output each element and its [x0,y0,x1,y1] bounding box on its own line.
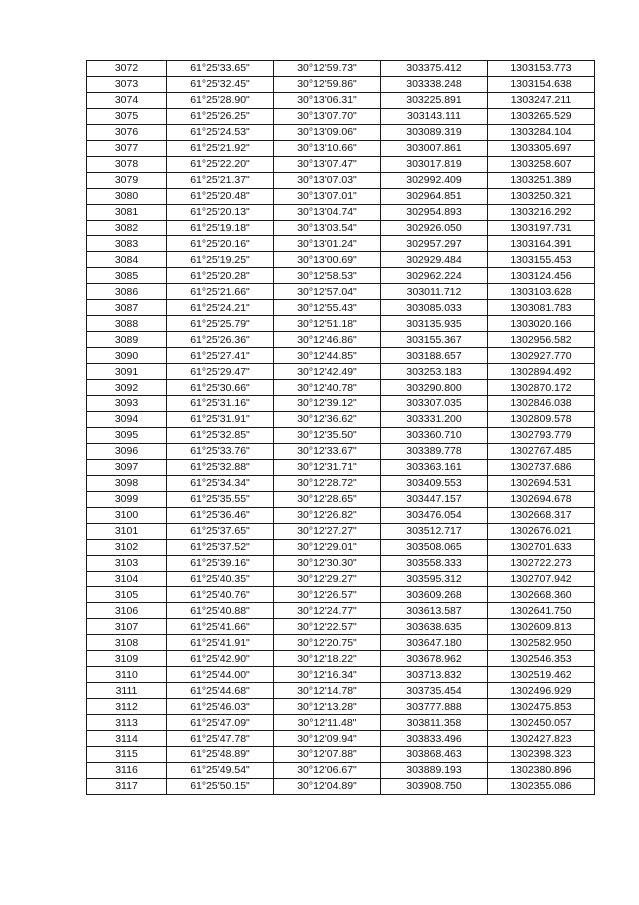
longitude-cell: 30°12'35.50" [274,427,381,443]
latitude-cell: 61°25'49.54" [167,762,274,778]
latitude-cell: 61°25'31.91" [167,411,274,427]
longitude-cell: 30°13'07.01" [274,188,381,204]
point-number-cell: 3110 [87,667,167,683]
x-coordinate-cell: 303338.248 [381,76,488,92]
x-coordinate-cell: 302929.484 [381,252,488,268]
longitude-cell: 30°13'00.69" [274,252,381,268]
point-number-cell: 3117 [87,778,167,794]
table-row [87,364,595,380]
point-number-cell: 3090 [87,348,167,364]
latitude-cell: 61°25'27.41" [167,348,274,364]
x-coordinate-cell: 303188.657 [381,348,488,364]
latitude-cell: 61°25'22.20" [167,156,274,172]
latitude-cell: 61°25'31.16" [167,396,274,412]
x-coordinate-cell: 303085.033 [381,300,488,316]
x-coordinate-cell: 303135.935 [381,316,488,332]
x-coordinate-cell: 302962.224 [381,268,488,284]
longitude-cell: 30°12'31.71" [274,459,381,475]
table-row [87,762,595,778]
table-row [87,268,595,284]
table-row [87,731,595,747]
y-coordinate-cell: 1302956.582 [488,332,595,348]
latitude-cell: 61°25'33.76" [167,443,274,459]
point-number-cell: 3091 [87,364,167,380]
point-number-cell: 3080 [87,188,167,204]
x-coordinate-cell: 303307.035 [381,396,488,412]
latitude-cell: 61°25'20.16" [167,236,274,252]
latitude-cell: 61°25'40.76" [167,587,274,603]
table-row [87,348,595,364]
latitude-cell: 61°25'32.85" [167,427,274,443]
point-number-cell: 3096 [87,443,167,459]
longitude-cell: 30°13'03.54" [274,220,381,236]
y-coordinate-cell: 1302767.485 [488,443,595,459]
y-coordinate-cell: 1302427.823 [488,731,595,747]
y-coordinate-cell: 1303154.638 [488,76,595,92]
x-coordinate-cell: 303889.193 [381,762,488,778]
x-coordinate-cell: 303089.319 [381,124,488,140]
table-row [87,539,595,555]
table-row [87,746,595,762]
y-coordinate-cell: 1303258.607 [488,156,595,172]
y-coordinate-cell: 1302722.273 [488,555,595,571]
y-coordinate-cell: 1302398.323 [488,746,595,762]
y-coordinate-cell: 1302355.086 [488,778,595,794]
x-coordinate-cell: 303868.463 [381,746,488,762]
point-number-cell: 3111 [87,683,167,699]
x-coordinate-cell: 303908.750 [381,778,488,794]
longitude-cell: 30°12'22.57" [274,619,381,635]
longitude-cell: 30°12'13.28" [274,699,381,715]
y-coordinate-cell: 1302496.929 [488,683,595,699]
latitude-cell: 61°25'32.45" [167,76,274,92]
x-coordinate-cell: 303225.891 [381,92,488,108]
y-coordinate-cell: 1303250.321 [488,188,595,204]
latitude-cell: 61°25'48.89" [167,746,274,762]
point-number-cell: 3098 [87,475,167,491]
y-coordinate-cell: 1303155.453 [488,252,595,268]
latitude-cell: 61°25'33.65" [167,61,274,77]
longitude-cell: 30°12'11.48" [274,715,381,731]
x-coordinate-cell: 303508.065 [381,539,488,555]
point-number-cell: 3101 [87,523,167,539]
y-coordinate-cell: 1303197.731 [488,220,595,236]
table-row [87,507,595,523]
table-row [87,683,595,699]
y-coordinate-cell: 1302450.057 [488,715,595,731]
latitude-cell: 61°25'47.78" [167,731,274,747]
latitude-cell: 61°25'19.18" [167,220,274,236]
y-coordinate-cell: 1302707.942 [488,571,595,587]
longitude-cell: 30°12'26.82" [274,507,381,523]
longitude-cell: 30°12'18.22" [274,651,381,667]
y-coordinate-cell: 1303265.529 [488,108,595,124]
y-coordinate-cell: 1302927.770 [488,348,595,364]
x-coordinate-cell: 303833.496 [381,731,488,747]
table-row [87,140,595,156]
longitude-cell: 30°12'51.18" [274,316,381,332]
longitude-cell: 30°13'01.24" [274,236,381,252]
y-coordinate-cell: 1302793.779 [488,427,595,443]
latitude-cell: 61°25'46.03" [167,699,274,715]
x-coordinate-cell: 303647.180 [381,635,488,651]
y-coordinate-cell: 1302694.531 [488,475,595,491]
table-row [87,61,595,77]
coordinates-table [86,60,595,795]
longitude-cell: 30°13'07.47" [274,156,381,172]
longitude-cell: 30°12'57.04" [274,284,381,300]
point-number-cell: 3085 [87,268,167,284]
y-coordinate-cell: 1302546.353 [488,651,595,667]
longitude-cell: 30°13'10.66" [274,140,381,156]
table-row [87,204,595,220]
coordinates-table-body [87,61,595,795]
y-coordinate-cell: 1303020.166 [488,316,595,332]
table-row [87,188,595,204]
coordinates-table-container [86,60,594,795]
point-number-cell: 3113 [87,715,167,731]
point-number-cell: 3099 [87,491,167,507]
y-coordinate-cell: 1302609.813 [488,619,595,635]
y-coordinate-cell: 1303103.628 [488,284,595,300]
x-coordinate-cell: 303638.635 [381,619,488,635]
x-coordinate-cell: 303735.454 [381,683,488,699]
y-coordinate-cell: 1302380.896 [488,762,595,778]
y-coordinate-cell: 1302870.172 [488,380,595,396]
table-row [87,475,595,491]
longitude-cell: 30°12'04.89" [274,778,381,794]
table-row [87,316,595,332]
x-coordinate-cell: 303331.200 [381,411,488,427]
latitude-cell: 61°25'21.66" [167,284,274,300]
x-coordinate-cell: 303678.962 [381,651,488,667]
longitude-cell: 30°12'09.94" [274,731,381,747]
point-number-cell: 3087 [87,300,167,316]
table-row [87,124,595,140]
x-coordinate-cell: 303017.819 [381,156,488,172]
longitude-cell: 30°12'29.27" [274,571,381,587]
table-row [87,459,595,475]
latitude-cell: 61°25'25.79" [167,316,274,332]
x-coordinate-cell: 303713.832 [381,667,488,683]
point-number-cell: 3074 [87,92,167,108]
point-number-cell: 3093 [87,396,167,412]
point-number-cell: 3106 [87,603,167,619]
x-coordinate-cell: 303363.161 [381,459,488,475]
longitude-cell: 30°12'55.43" [274,300,381,316]
latitude-cell: 61°25'44.00" [167,667,274,683]
y-coordinate-cell: 1302894.492 [488,364,595,380]
table-row [87,715,595,731]
point-number-cell: 3114 [87,731,167,747]
latitude-cell: 61°25'40.88" [167,603,274,619]
y-coordinate-cell: 1303081.783 [488,300,595,316]
longitude-cell: 30°12'24.77" [274,603,381,619]
latitude-cell: 61°25'50.15" [167,778,274,794]
y-coordinate-cell: 1302475.853 [488,699,595,715]
table-row [87,571,595,587]
table-row [87,651,595,667]
table-row [87,699,595,715]
latitude-cell: 61°25'44.68" [167,683,274,699]
y-coordinate-cell: 1303164.391 [488,236,595,252]
table-row [87,220,595,236]
longitude-cell: 30°12'06.67" [274,762,381,778]
latitude-cell: 61°25'24.21" [167,300,274,316]
point-number-cell: 3095 [87,427,167,443]
table-row [87,236,595,252]
x-coordinate-cell: 302954.893 [381,204,488,220]
table-row [87,427,595,443]
point-number-cell: 3115 [87,746,167,762]
table-row [87,619,595,635]
point-number-cell: 3082 [87,220,167,236]
longitude-cell: 30°12'28.72" [274,475,381,491]
y-coordinate-cell: 1302846.038 [488,396,595,412]
point-number-cell: 3100 [87,507,167,523]
longitude-cell: 30°12'28.65" [274,491,381,507]
table-row [87,443,595,459]
y-coordinate-cell: 1302701.633 [488,539,595,555]
x-coordinate-cell: 303512.717 [381,523,488,539]
y-coordinate-cell: 1302668.360 [488,587,595,603]
y-coordinate-cell: 1303251.389 [488,172,595,188]
table-row [87,380,595,396]
point-number-cell: 3084 [87,252,167,268]
point-number-cell: 3086 [87,284,167,300]
table-row [87,491,595,507]
longitude-cell: 30°12'36.62" [274,411,381,427]
point-number-cell: 3107 [87,619,167,635]
x-coordinate-cell: 303360.710 [381,427,488,443]
latitude-cell: 61°25'41.66" [167,619,274,635]
longitude-cell: 30°12'42.49" [274,364,381,380]
table-row [87,555,595,571]
longitude-cell: 30°12'20.75" [274,635,381,651]
longitude-cell: 30°12'26.57" [274,587,381,603]
x-coordinate-cell: 303007.861 [381,140,488,156]
latitude-cell: 61°25'26.36" [167,332,274,348]
table-row [87,635,595,651]
latitude-cell: 61°25'41.91" [167,635,274,651]
longitude-cell: 30°13'09.06" [274,124,381,140]
latitude-cell: 61°25'21.92" [167,140,274,156]
x-coordinate-cell: 303447.157 [381,491,488,507]
point-number-cell: 3078 [87,156,167,172]
point-number-cell: 3094 [87,411,167,427]
y-coordinate-cell: 1302519.462 [488,667,595,683]
longitude-cell: 30°13'07.03" [274,172,381,188]
point-number-cell: 3088 [87,316,167,332]
y-coordinate-cell: 1302809.578 [488,411,595,427]
point-number-cell: 3076 [87,124,167,140]
x-coordinate-cell: 303253.183 [381,364,488,380]
longitude-cell: 30°12'30.30" [274,555,381,571]
point-number-cell: 3112 [87,699,167,715]
longitude-cell: 30°13'07.70" [274,108,381,124]
table-row [87,332,595,348]
latitude-cell: 61°25'37.52" [167,539,274,555]
x-coordinate-cell: 303389.778 [381,443,488,459]
latitude-cell: 61°25'37.65" [167,523,274,539]
x-coordinate-cell: 302964.851 [381,188,488,204]
table-row [87,778,595,794]
table-row [87,92,595,108]
latitude-cell: 61°25'39.16" [167,555,274,571]
point-number-cell: 3108 [87,635,167,651]
y-coordinate-cell: 1302668.317 [488,507,595,523]
longitude-cell: 30°12'44.85" [274,348,381,364]
table-row [87,252,595,268]
latitude-cell: 61°25'35.55" [167,491,274,507]
point-number-cell: 3072 [87,61,167,77]
longitude-cell: 30°12'58.53" [274,268,381,284]
longitude-cell: 30°13'04.74" [274,204,381,220]
latitude-cell: 61°25'34.34" [167,475,274,491]
point-number-cell: 3089 [87,332,167,348]
latitude-cell: 61°25'30.66" [167,380,274,396]
latitude-cell: 61°25'29.47" [167,364,274,380]
table-row [87,667,595,683]
point-number-cell: 3077 [87,140,167,156]
longitude-cell: 30°12'59.73" [274,61,381,77]
latitude-cell: 61°25'19.25" [167,252,274,268]
x-coordinate-cell: 303476.054 [381,507,488,523]
longitude-cell: 30°13'06.31" [274,92,381,108]
latitude-cell: 61°25'32.88" [167,459,274,475]
table-row [87,587,595,603]
y-coordinate-cell: 1303153.773 [488,61,595,77]
x-coordinate-cell: 303155.367 [381,332,488,348]
latitude-cell: 61°25'26.25" [167,108,274,124]
x-coordinate-cell: 303290.800 [381,380,488,396]
point-number-cell: 3073 [87,76,167,92]
point-number-cell: 3103 [87,555,167,571]
latitude-cell: 61°25'40.35" [167,571,274,587]
y-coordinate-cell: 1302582.950 [488,635,595,651]
x-coordinate-cell: 303409.553 [381,475,488,491]
latitude-cell: 61°25'24.53" [167,124,274,140]
y-coordinate-cell: 1303284.104 [488,124,595,140]
table-row [87,76,595,92]
x-coordinate-cell: 302957.297 [381,236,488,252]
longitude-cell: 30°12'46.86" [274,332,381,348]
x-coordinate-cell: 303143.111 [381,108,488,124]
x-coordinate-cell: 303558.333 [381,555,488,571]
point-number-cell: 3102 [87,539,167,555]
point-number-cell: 3097 [87,459,167,475]
latitude-cell: 61°25'21.37" [167,172,274,188]
point-number-cell: 3081 [87,204,167,220]
point-number-cell: 3104 [87,571,167,587]
table-row [87,172,595,188]
y-coordinate-cell: 1303305.697 [488,140,595,156]
longitude-cell: 30°12'40.78" [274,380,381,396]
latitude-cell: 61°25'20.28" [167,268,274,284]
table-row [87,284,595,300]
point-number-cell: 3075 [87,108,167,124]
x-coordinate-cell: 303609.268 [381,587,488,603]
longitude-cell: 30°12'16.34" [274,667,381,683]
latitude-cell: 61°25'42.90" [167,651,274,667]
longitude-cell: 30°12'14.78" [274,683,381,699]
x-coordinate-cell: 303777.888 [381,699,488,715]
x-coordinate-cell: 303613.587 [381,603,488,619]
y-coordinate-cell: 1302694.678 [488,491,595,507]
longitude-cell: 30°12'59.86" [274,76,381,92]
point-number-cell: 3079 [87,172,167,188]
latitude-cell: 61°25'28.90" [167,92,274,108]
latitude-cell: 61°25'20.48" [167,188,274,204]
y-coordinate-cell: 1302641.750 [488,603,595,619]
point-number-cell: 3116 [87,762,167,778]
table-row [87,108,595,124]
y-coordinate-cell: 1303124.456 [488,268,595,284]
longitude-cell: 30°12'33.67" [274,443,381,459]
table-row [87,156,595,172]
point-number-cell: 3092 [87,380,167,396]
latitude-cell: 61°25'20.13" [167,204,274,220]
y-coordinate-cell: 1303216.292 [488,204,595,220]
point-number-cell: 3083 [87,236,167,252]
y-coordinate-cell: 1303247.211 [488,92,595,108]
table-row [87,603,595,619]
table-row [87,396,595,412]
point-number-cell: 3109 [87,651,167,667]
table-row [87,411,595,427]
longitude-cell: 30°12'27.27" [274,523,381,539]
x-coordinate-cell: 303011.712 [381,284,488,300]
latitude-cell: 61°25'47.09" [167,715,274,731]
x-coordinate-cell: 303595.312 [381,571,488,587]
table-row [87,523,595,539]
longitude-cell: 30°12'29.01" [274,539,381,555]
table-row [87,300,595,316]
y-coordinate-cell: 1302676.021 [488,523,595,539]
x-coordinate-cell: 303811.358 [381,715,488,731]
latitude-cell: 61°25'36.46" [167,507,274,523]
longitude-cell: 30°12'07.88" [274,746,381,762]
x-coordinate-cell: 302926.050 [381,220,488,236]
longitude-cell: 30°12'39.12" [274,396,381,412]
x-coordinate-cell: 302992.409 [381,172,488,188]
point-number-cell: 3105 [87,587,167,603]
y-coordinate-cell: 1302737.686 [488,459,595,475]
x-coordinate-cell: 303375.412 [381,61,488,77]
